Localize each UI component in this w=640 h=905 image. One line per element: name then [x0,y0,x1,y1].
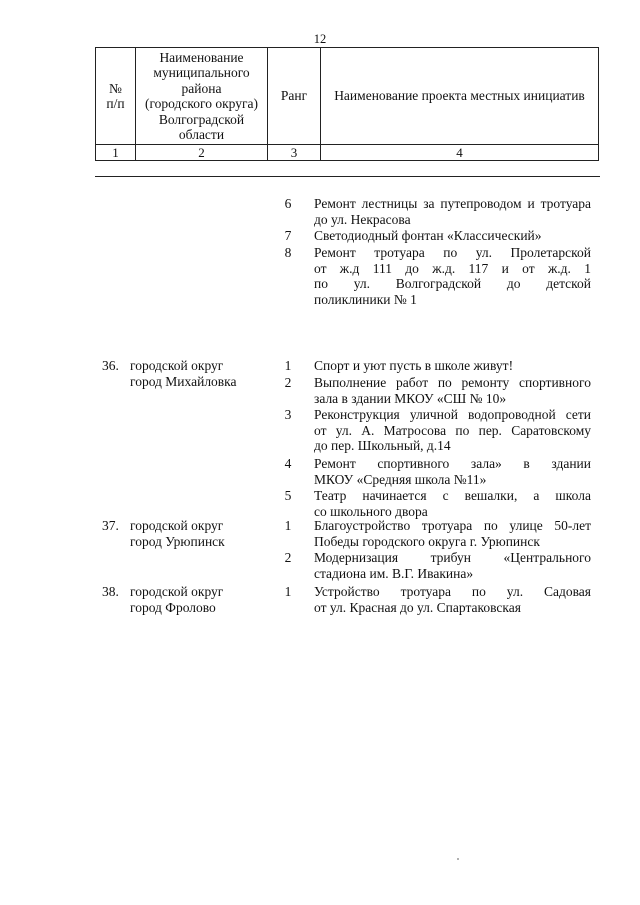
rank: 4 [284,456,292,471]
project-title [314,488,591,519]
header-col-number [96,48,136,145]
rank: 2 [284,375,292,390]
table-header [95,47,599,161]
district-name-line: город Урюпинск [130,534,225,549]
project-line: от ул. А. Матросова по пер. Саратовскому [314,422,591,438]
project-line: МКОУ «Средняя школа №11» [314,471,487,487]
project-line: Реконструкция уличной водопроводной сети [314,407,591,422]
project-title [314,456,591,487]
project-title [314,228,591,244]
district-index: 37. [102,518,119,533]
rank: 2 [284,550,292,565]
project-line: зала в здании МКОУ «СШ № 10» [314,390,507,406]
district-name-line: городской округ [130,584,224,599]
project-line: Устройство тротуара по ул. Садовая [314,584,591,599]
project-line: Ремонт лестницы за путепроводом и тротуара [314,196,591,211]
project-title [314,196,591,227]
scan-speck [457,858,459,860]
header-col-rank: Ранг [268,48,321,145]
page-number: 12 [313,32,327,46]
district-name-line: городской округ [130,358,224,373]
project-line: по ул. Волгоградской до детской [314,276,591,291]
project-line: стадиона им. В.Г. Ивакина» [314,565,474,581]
project-line: Модернизация трибун «Центрального [314,550,591,565]
project-line: от ул. Красная до ул. Спартаковская [314,599,521,615]
header-col-district-text: Наименование муниципального района (городского округа) Волгоградской области [144,49,259,142]
project-title [314,375,591,406]
header-col-district [136,48,268,145]
header-num-3: 3 [268,145,321,161]
district-name [130,518,225,550]
project-title [314,550,591,581]
project-line: Благоустройство тротуара по улице 50-лет [314,518,591,533]
project-title [314,584,591,615]
header-col-number-text: № п/п [106,80,125,111]
rank: 7 [284,228,292,243]
project-line: Выполнение работ по ремонту спортивного [314,375,591,390]
rank: 8 [284,245,292,260]
project-title [314,245,591,307]
district-name [130,358,237,390]
project-line: до ул. Некрасова [314,211,411,227]
header-num-2: 2 [136,145,268,161]
rank: 3 [284,407,292,422]
rank: 1 [284,358,292,373]
project-line: до пер. Школьный, д.14 [314,438,451,453]
project-line: со школьного двора [314,503,428,519]
project-line: Ремонт спортивного зала» в здании [314,456,591,471]
rank: 6 [284,196,292,211]
project-line: поликлиники № 1 [314,291,417,307]
project-line: от ж.д 111 до ж.д. 117 и от ж.д. 1 [314,260,591,276]
rank: 1 [284,584,292,599]
header-col-project: Наименование проекта местных инициатив [321,48,599,145]
rank: 5 [284,488,292,503]
header-num-4: 4 [321,145,599,161]
project-line: Театр начинается с вешалки, а школа [314,488,591,503]
project-title [314,518,591,549]
header-num-1: 1 [96,145,136,161]
district-name-line: город Михайловка [130,374,237,389]
header-divider [95,176,600,177]
project-title [314,358,591,374]
project-title [314,407,591,454]
rank: 1 [284,518,292,533]
district-index: 38. [102,584,119,599]
district-name-line: городской округ [130,518,224,533]
project-line: Победы городского округа г. Урюпинск [314,533,540,549]
district-name [130,584,223,616]
project-line: Светодиодный фонтан «Классический» [314,228,542,243]
district-index: 36. [102,358,119,373]
project-line: Спорт и уют пусть в школе живут! [314,358,514,373]
project-line: Ремонт тротуара по ул. Пролетарской [314,245,591,260]
district-name-line: город Фролово [130,600,216,615]
